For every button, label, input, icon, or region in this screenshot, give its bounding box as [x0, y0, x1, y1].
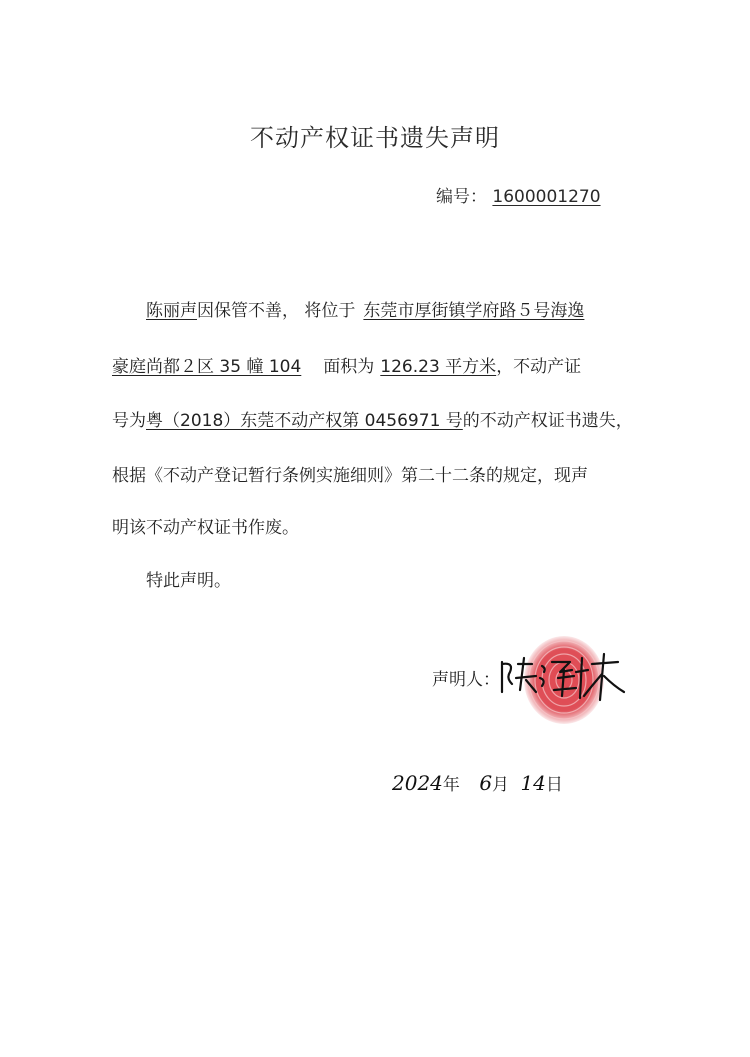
body-line-3 [112, 406, 633, 431]
date-year-char: 年 [442, 775, 460, 795]
date-day: 14 [520, 771, 546, 795]
date-day-char: 日 [545, 775, 563, 795]
document-title: 不动产权证书遗失声明 [250, 124, 500, 152]
property-area: 126.23 平方米 [380, 357, 497, 377]
body-line-1 [146, 296, 584, 321]
area-label: 面积为 [323, 357, 375, 377]
body-text: ，不动产证 [496, 357, 582, 377]
body-line-5: 明该不动产权证书作废。 [112, 518, 299, 538]
date-year: 2024 [392, 771, 443, 795]
body-text: 号为 [112, 411, 146, 431]
number-label: 编号： [436, 187, 487, 207]
date-month-char: 月 [492, 775, 510, 795]
handwritten-signature [480, 640, 630, 710]
owner-name: 陈丽声 [146, 301, 197, 321]
declaration-date [392, 770, 563, 795]
body-text: 因保管不善， 将位于 [197, 301, 356, 321]
date-month: 6 [479, 771, 493, 795]
document-number [436, 182, 601, 207]
body-line-2 [112, 352, 581, 377]
body-line-4: 根据《不动产登记暂行条例实施细则》第二十二条的规定，现声 [112, 466, 588, 486]
property-address: 东莞市厚街镇学府路５号海逸 [363, 301, 585, 321]
property-address-cont: 豪庭尚都２区 35 幢 104 [112, 357, 302, 377]
closing-statement: 特此声明。 [146, 571, 231, 591]
body-text: 的不动产权证书遗失， [462, 411, 633, 431]
signatory-label: 声明人： [432, 670, 500, 690]
certificate-number: 粤（2018）东莞不动产权第 0456971 号 [146, 411, 463, 431]
number-value: 1600001270 [492, 187, 601, 207]
